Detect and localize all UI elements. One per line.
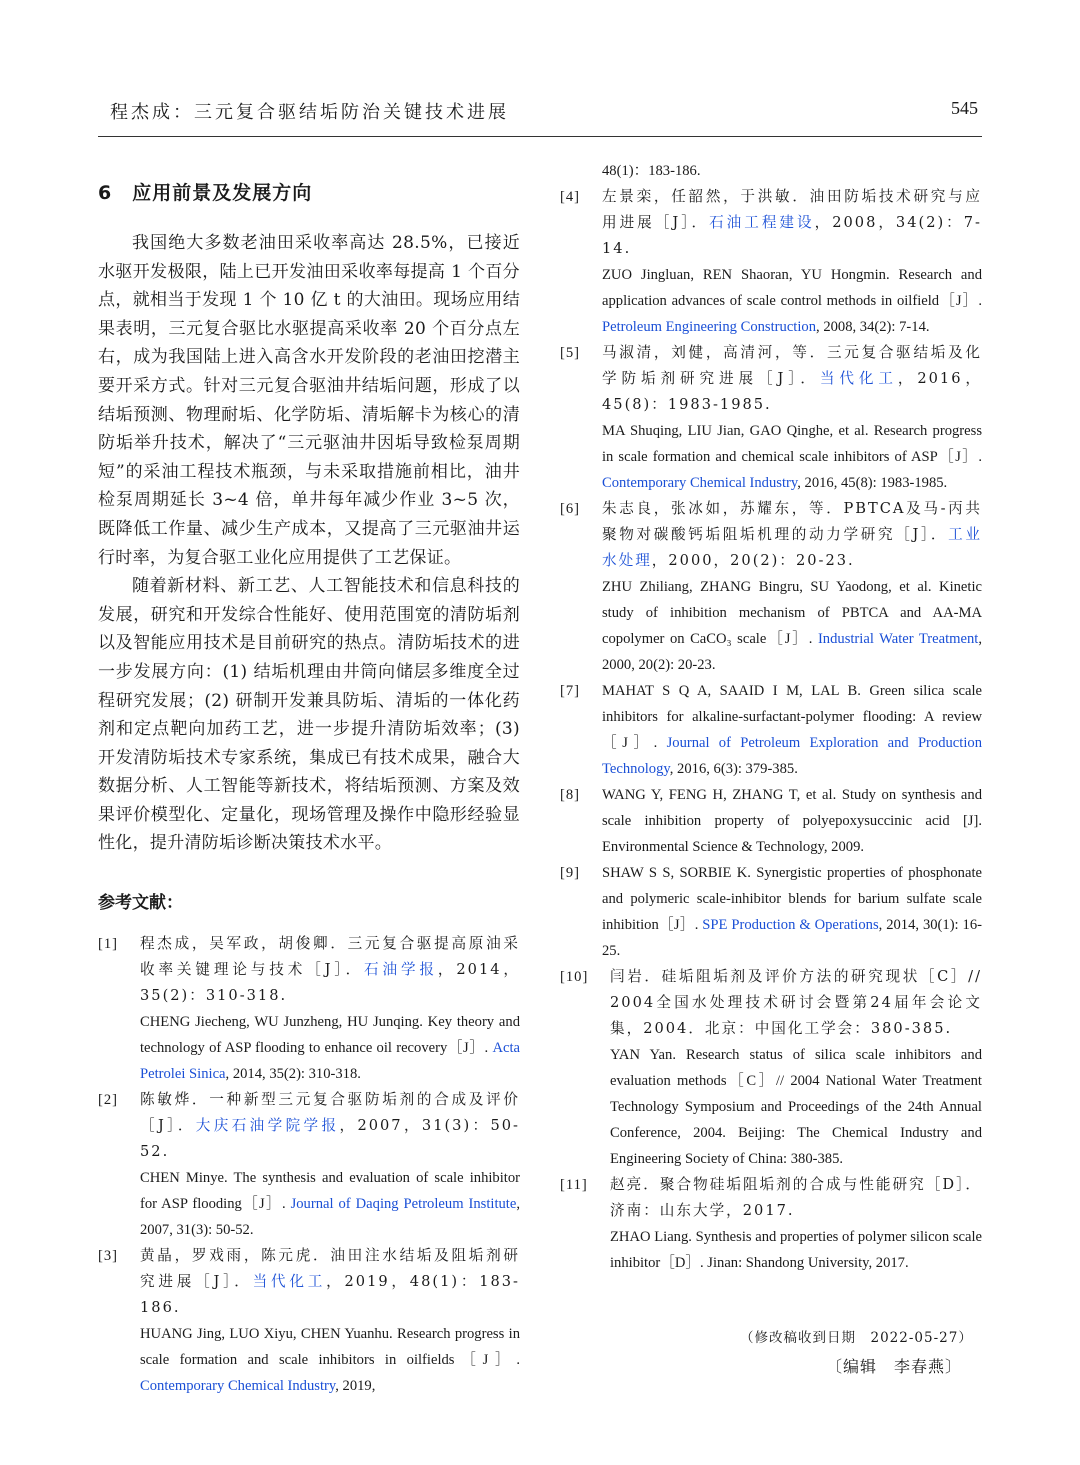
journal-name: 石油学报 — [364, 961, 438, 979]
reference-text: ZHU Zhiliang, ZHANG Bingru, SU Yaodong, et al. Kinetic study of inhibition mechanism of PBTCA and AA-MA copolymer on CaCO₃ scale［J］. — [602, 579, 982, 647]
reference-text: , 2019, — [335, 1378, 376, 1395]
reference-english — [602, 574, 982, 678]
reference-english — [610, 1042, 982, 1172]
reference-chinese — [602, 188, 982, 257]
page-number: 545 — [951, 98, 978, 118]
reference-text: , 2000, 20(2): 20-23. — [602, 631, 982, 673]
journal-name: Contemporary Chemical Industry — [140, 1378, 336, 1395]
journal-name: 大庆石油学院学报 — [195, 1117, 340, 1135]
reference-number: [2] — [98, 1092, 119, 1109]
journal-name: Journal of Petroleum Exploration and Production Technology — [602, 735, 982, 777]
reference-text: 朱志良，张冰如，苏耀东，等．PBTCA及马-丙共聚物对碳酸钙垢阻垢机理的动力学研究［J］． — [602, 500, 982, 543]
reference-number: [1] — [98, 936, 119, 953]
running-title: 程杰成：三元复合驱结垢防治关键技术进展 — [110, 102, 509, 123]
reference-text: CHENG Jiecheng, WU Junzheng, HU Junqing. Key theory and technology of ASP flooding to enhance oil recovery［J］. — [140, 1014, 520, 1057]
reference-chinese — [602, 344, 982, 413]
reference-text: ，2008，34(2)：7-14. — [602, 214, 982, 257]
journal-name: 工业水处理 — [602, 526, 982, 569]
reference-text: 程杰成，吴军政，胡俊卿．三元复合驱提高原油采收率关键理论与技术［J］． — [140, 935, 520, 979]
journal-name: Industrial Water Treatment — [817, 631, 979, 647]
reference-text: ，2019，48(1)：183-186. — [140, 1273, 520, 1317]
reference-item — [560, 496, 982, 678]
left-column — [98, 178, 520, 1399]
reference-text: CHEN Minye. The synthesis and evaluation of scale inhibitor for ASP flooding［J］. — [140, 1170, 520, 1213]
reference-number: [11] — [560, 1177, 588, 1193]
reference-chinese — [140, 1091, 520, 1160]
reference-item — [560, 340, 982, 496]
reference-text: ZUO Jingluan, REN Shaoran, YU Hongmin. Research and application advances of scale control methods in oilfield［J］. — [602, 267, 982, 309]
reference-item — [560, 782, 982, 860]
reference-item — [560, 678, 982, 782]
reference-text: , 2014, 35(2): 310-318. — [225, 1066, 361, 1083]
reference-text: , 2008, 34(2): 7-14. — [816, 319, 930, 335]
reference-text: YAN Yan. Research status of silica scale inhibitors and evaluation methods［C］// 2004 National Water Treatment Technology Symposium and Proceedings of the 24th Annual Conference, 2004. Beijing: The Chemical Industry and Engineering Society of China: 380-385. — [610, 1047, 982, 1167]
journal-name: SPE Production & Operations — [702, 917, 879, 933]
paragraph: 随着新材料、新工艺、人工智能技术和信息科技的发展，研究和开发综合性能好、使用范围宽的清防垢剂以及智能应用技术是目前研究的热点。清防垢技术的进一步发展方向：(1) 结垢机理由井筒向储层多维度全过程研究发展；(2) 研制开发兼具防垢、清垢的一体化药剂和定点靶向加药工艺，进一步提升清防垢效率；(3) 开发清防垢技术专家系统，集成已有技术成果，融合大数据分析、人工智能等新技术，将结垢预测、方案及效果评价模型化、定量化，现场管理及操作中隐形经验显性化，提升清防垢诊断决策技术水平。 — [98, 576, 520, 854]
reference-chinese — [610, 968, 982, 1037]
reference-number: [5] — [560, 345, 581, 361]
journal-name: 当代化工 — [819, 370, 898, 387]
reference-text: , 2016, 6(3): 379-385. — [669, 761, 798, 777]
reference-text: ，2000，20(2)：20-23. — [651, 552, 855, 569]
reference-item — [98, 931, 520, 1087]
reference-english — [602, 782, 982, 860]
reference-english — [140, 1165, 520, 1243]
journal-name: Contemporary Chemical Industry — [602, 475, 798, 491]
reference-item — [560, 184, 982, 340]
reference-text: HUANG Jing, LUO Xiyu, CHEN Yuanhu. Research progress in scale formation and scale inhibitors in oilfields［J］. — [140, 1326, 520, 1369]
references-title: 参考文献： — [98, 893, 183, 914]
section-title: 6 应用前景及发展方向 — [98, 182, 313, 204]
editor: 〔编辑 李春燕〕 — [826, 1357, 963, 1376]
reference-item — [560, 964, 982, 1172]
reference-continuation: 48(1)：183-186. — [602, 163, 701, 179]
reference-text: 陈敏烨．一种新型三元复合驱防垢剂的合成及评价［J］． — [140, 1091, 520, 1135]
reference-item — [98, 1087, 520, 1243]
reference-text: ZHAO Liang. Synthesis and properties of polymer silicon scale inhibitor［D］. Jinan: Shandong University, 2017. — [610, 1229, 982, 1271]
reference-item — [560, 1172, 982, 1276]
journal-name: 石油工程建设 — [709, 214, 815, 231]
reference-chinese — [140, 935, 520, 1004]
reference-text: 赵亮．聚合物硅垢阻垢剂的合成与性能研究［D］．济南：山东大学，2017. — [610, 1176, 982, 1219]
reference-english — [140, 1009, 520, 1087]
reference-chinese — [610, 1176, 982, 1219]
reference-number: [7] — [560, 683, 581, 699]
reference-text: 闫岩．硅垢阻垢剂及评价方法的研究现状［C］// 2004全国水处理技术研讨会暨第24届年会论文集，2004．北京：中国化工学会：380-385. — [610, 968, 982, 1037]
reference-text: MA Shuqing, LIU Jian, GAO Qinghe, et al. Research progress in scale formation and chemical scale inhibitors of ASP［J］. — [602, 423, 982, 465]
reference-text: 左景栾，任韶然，于洪敏．油田防垢技术研究与应用进展［J］． — [602, 188, 982, 231]
journal-name: Acta Petrolei Sinica — [140, 1040, 520, 1083]
reference-chinese — [602, 500, 982, 569]
reference-chinese — [140, 1247, 520, 1316]
reference-item — [560, 860, 982, 964]
reference-text: ，2016，45(8)：1983-1985. — [602, 370, 982, 413]
reference-number: [9] — [560, 865, 581, 881]
received-date: （修改稿收到日期 2022-05-27） — [740, 1330, 973, 1346]
running-header — [98, 96, 982, 137]
reference-text: , 2007, 31(3): 50-52. — [140, 1196, 520, 1239]
reference-english — [602, 418, 982, 496]
right-column — [560, 158, 982, 1276]
reference-number: [3] — [98, 1248, 119, 1265]
reference-english — [140, 1321, 520, 1399]
reference-item — [98, 1243, 520, 1399]
reference-text: MAHAT S Q A, SAAID I M, LAL B. Green silica scale inhibitors for alkaline-surfactant-polymer flooding: A review［J］. — [602, 683, 982, 751]
reference-text: WANG Y, FENG H, ZHANG T, et al. Study on synthesis and scale inhibition property of polyepoxysuccinic acid [J]. Environmental Science & Technology, 2009. — [602, 787, 982, 855]
reference-number: [10] — [560, 969, 589, 985]
reference-number: [4] — [560, 189, 581, 205]
paragraph: 我国绝大多数老油田采收率高达 28.5%，已接近水驱开发极限，陆上已开发油田采收率每提高 1 个百分点，就相当于发现 1 个 10 亿 t 的大油田。现场应用结果表明，三元复合驱比水驱提高采收率 20 个百分点左右，成为我国陆上进入高含水开发阶段的老油田挖潜主要开采方式。针对三元复合驱油井结垢问题，形成了以结垢预测、物理耐垢、化学防垢、清垢解卡为核心的清防垢举升技术，解决了“三元驱油井因垢导致检泵周期短”的采油工程技术瓶颈，与未采取措施前相比，油井检泵周期延长 3~4 倍，单井每年减少作业 3~5 次，既降低工作量、减少生产成本，又提高了三元驱油井运行时率，为复合驱工业化应用提供了工艺保证。 — [98, 233, 520, 568]
reference-text: SHAW S S, SORBIE K. Synergistic properties of phosphonate and polymeric scale-inhibitor blends for barium sulfate scale inhibition［J］. — [602, 865, 982, 933]
reference-list-left — [98, 931, 520, 1399]
reference-text: , 2016, 45(8): 1983-1985. — [797, 475, 948, 491]
reference-text: , 2014, 30(1): 16-25. — [602, 917, 982, 959]
reference-text: ，2007，31(3)：50-52. — [140, 1117, 520, 1161]
reference-text: ，2014，35(2)：310-318. — [140, 961, 520, 1005]
journal-name: Petroleum Engineering Construction — [602, 319, 817, 335]
reference-english — [610, 1224, 982, 1276]
reference-number: [6] — [560, 501, 581, 517]
reference-list-right — [560, 184, 982, 1276]
reference-text: 马淑清，刘健，高清河，等．三元复合驱结垢及化学防垢剂研究进展［J］． — [602, 344, 982, 387]
reference-english — [602, 262, 982, 340]
reference-number: [8] — [560, 787, 581, 803]
reference-text: 黄晶，罗戏雨，陈元虎．油田注水结垢及阻垢剂研究进展［J］． — [140, 1247, 520, 1291]
journal-name: Journal of Daqing Petroleum Institute — [290, 1196, 517, 1213]
reference-english — [602, 860, 982, 964]
journal-name: 当代化工 — [252, 1273, 327, 1291]
reference-english — [602, 678, 982, 782]
